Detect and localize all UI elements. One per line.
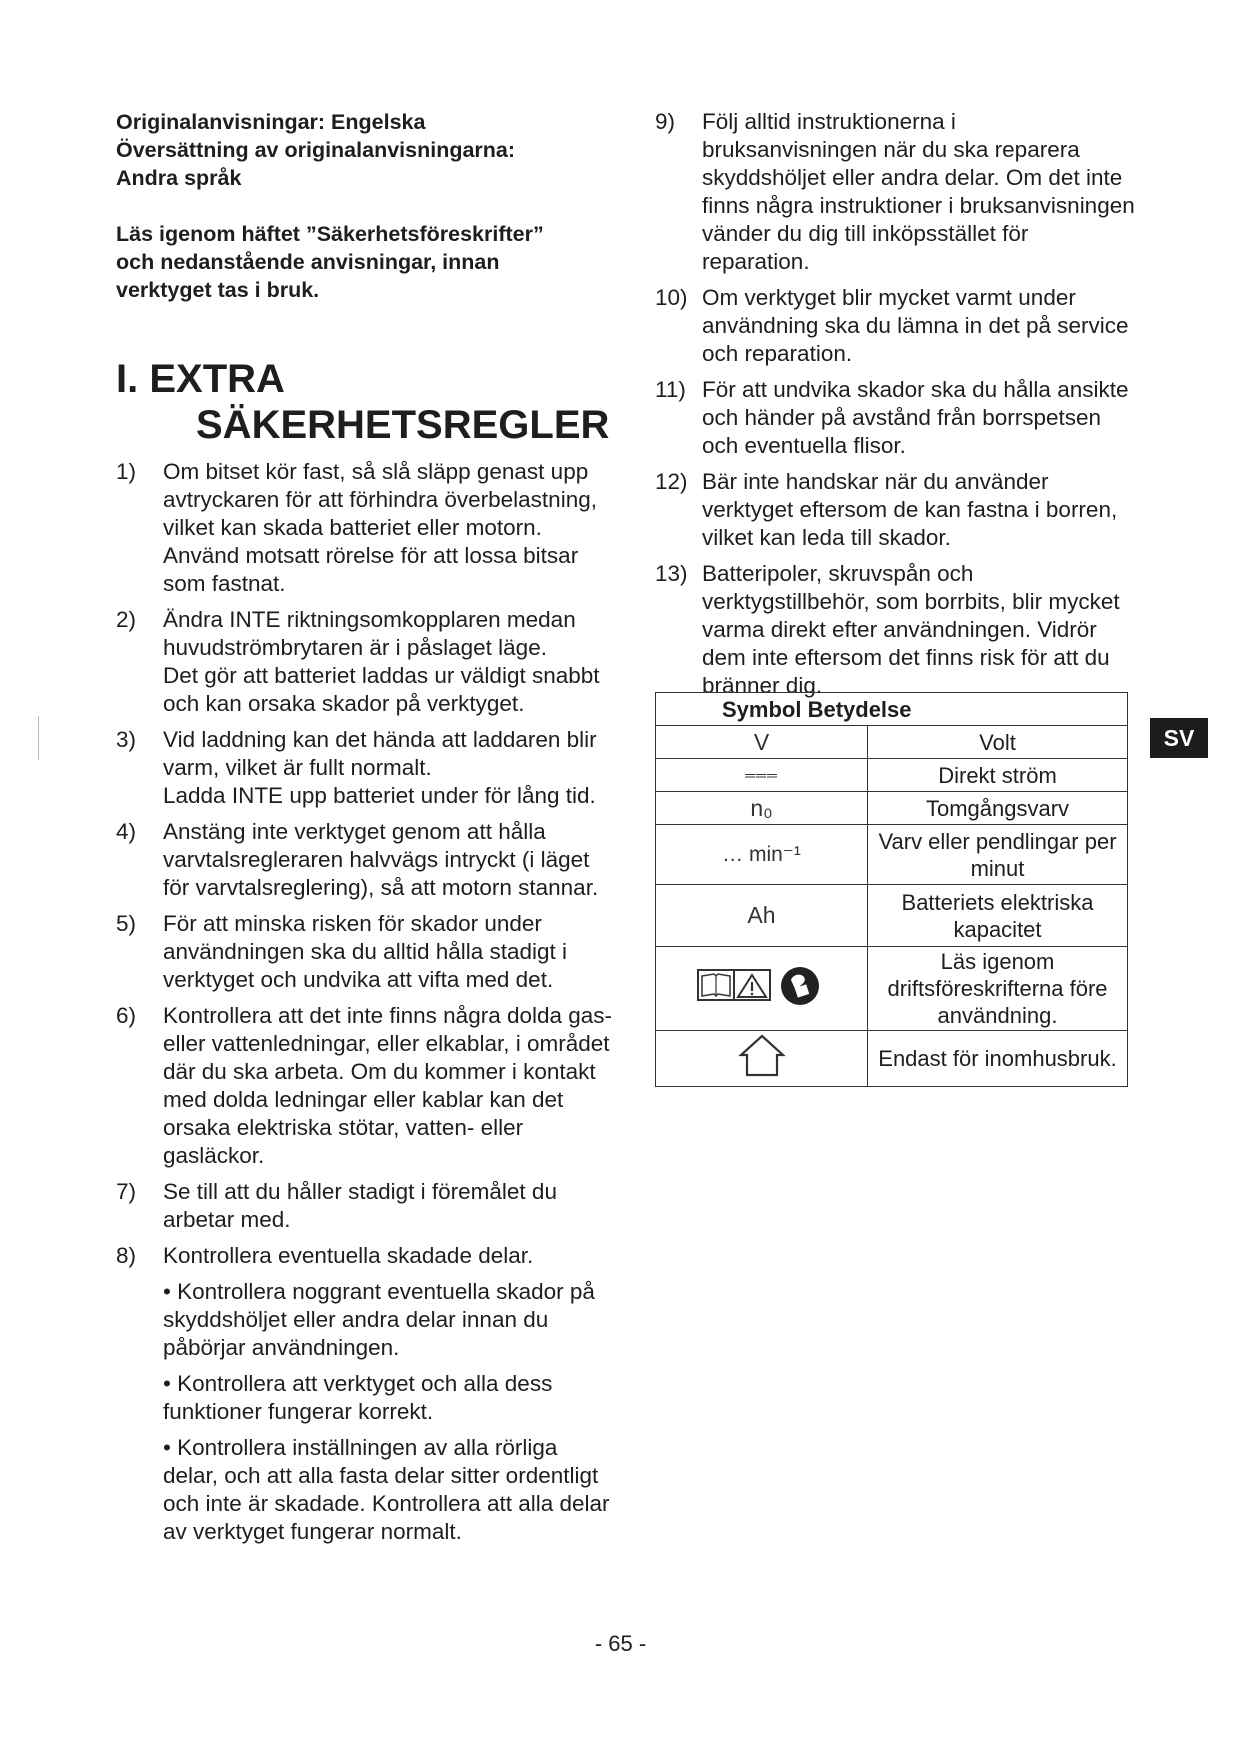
page-number: - 65 -: [594, 1631, 647, 1656]
item-text: Anstäng inte verktyget genom att hålla varvtalsregleraren halvvägs intryckt (i läget för varvtalsreglering), så att motorn stannar.: [163, 819, 599, 900]
safety-list-left: [116, 458, 616, 1546]
item-text: Om verktyget blir mycket varmt under användning ska du lämna in det på service och reparation.: [702, 285, 1129, 366]
intro-line: Översättning av originalanvisningarna:: [116, 138, 516, 162]
section-title: [116, 356, 616, 448]
intro-line: Originalanvisningar: Engelska: [116, 110, 426, 134]
item-text: För att undvika skador ska du hålla ansikte och händer på avstånd från borrspetsen och eventuella flisor.: [702, 377, 1129, 458]
section-title-line1: I. EXTRA: [116, 357, 285, 401]
amp-hour-symbol: Ah: [656, 885, 868, 947]
item-number: 9): [655, 109, 676, 134]
intro-original: [116, 108, 616, 192]
item-number: 5): [116, 911, 137, 936]
bullet-item: • Kontrollera noggrant eventuella skador på skyddshöljet eller andra delar innan du påbörjar användningen.: [163, 1279, 595, 1360]
read-manual-icon: [692, 964, 832, 1008]
intro-line: Andra språk: [116, 166, 242, 190]
table-header-row: [656, 693, 1128, 726]
list-item: [116, 1002, 616, 1170]
item-number: 6): [116, 1003, 137, 1028]
item-text: Det gör att batteriet laddas ur väldigt snabbt och kan orsaka skador på verktyget.: [163, 663, 600, 716]
item-text: Se till att du håller stadigt i föremålet du arbetar med.: [163, 1179, 557, 1232]
list-item: [116, 1242, 616, 1270]
symbol-meaning: Batteriets elektriska kapacitet: [868, 885, 1128, 947]
intro-line: verktyget tas i bruk.: [116, 278, 320, 302]
section-title-line2: SÄKERHETSREGLER: [196, 403, 610, 447]
symbol-meaning: Volt: [868, 726, 1128, 759]
item-text: Kontrollera att det inte finns några dolda gas- eller vattenledningar, eller elkablar, i området där du ska arbeta. Om du kommer i kontakt med dolda ledningar eller kablar kan det orsaka elektriska stötar, vatten- eller gasläckor.: [163, 1003, 613, 1168]
intro-line: och nedanstående anvisningar, innan: [116, 250, 500, 274]
list-item: [655, 108, 1135, 276]
manual-symbols-cell: [656, 947, 868, 1031]
list-item: [655, 468, 1135, 552]
language-tab: SV: [1150, 718, 1208, 758]
table-row: [656, 1031, 1128, 1087]
symbol-meaning: Tomgångsvarv: [868, 792, 1128, 825]
item-text: Följ alltid instruktionerna i bruksanvisningen när du ska reparera skyddshöljet eller andra delar. Om det inte finns några instruktioner i bruksanvisningen vänder du dig till inköpsstället för reparation.: [702, 109, 1135, 274]
item-text: Om bitset kör fast, så slå släpp genast upp avtryckaren för att förhindra överbelastning, vilket kan skada batteriet eller motorn.: [163, 459, 597, 540]
no-load-speed-symbol: n₀: [656, 792, 868, 825]
margin-mark: [38, 716, 39, 760]
right-column: [655, 108, 1135, 708]
item-number: 10): [655, 285, 688, 310]
indoor-symbol-cell: [656, 1031, 868, 1087]
list-item: [116, 458, 616, 598]
symbol-meaning: Varv eller pendlingar per minut: [868, 825, 1128, 885]
symbol-meaning: Läs igenom driftsföreskrifterna före användning.: [868, 947, 1128, 1031]
item-number: 7): [116, 1179, 137, 1204]
table-row: [656, 726, 1128, 759]
intro-read-first: [116, 220, 616, 304]
symbol-table: [655, 692, 1128, 1087]
list-item: [116, 1178, 616, 1234]
symbol-meaning: Direkt ström: [868, 759, 1128, 792]
table-row: [656, 792, 1128, 825]
table-header: Symbol Betydelse: [656, 693, 1128, 726]
list-item: [655, 284, 1135, 368]
dc-symbol: ═══: [656, 759, 868, 792]
symbol-meaning: Endast för inomhusbruk.: [868, 1031, 1128, 1087]
item-number: 13): [655, 561, 688, 586]
list-item: [655, 560, 1135, 700]
safety-list-right: [655, 108, 1135, 700]
bullet-item: • Kontrollera att verktyget och alla dess funktioner fungerar korrekt.: [163, 1371, 553, 1424]
item-number: 4): [116, 819, 137, 844]
item-number: 11): [655, 377, 686, 402]
item-text: Batteripoler, skruvspån och verktygstillbehör, som borrbits, blir mycket varma direkt efter användningen. Vidrör dem inte eftersom det finns risk för att du bränner dig.: [702, 561, 1120, 698]
item-number: 8): [116, 1243, 137, 1268]
item-text: För att minska risken för skador under användningen ska du alltid hålla stadigt i verktyget och undvika att vifta med det.: [163, 911, 568, 992]
bullet-item: • Kontrollera inställningen av alla rörliga delar, och att alla fasta delar sitter ordentligt och inte är skadade. Kontrollera att alla delar av verktyget fungerar normalt.: [163, 1435, 610, 1544]
item-number: 12): [655, 469, 688, 494]
item-text: Ladda INTE upp batteriet under för lång tid.: [163, 783, 596, 808]
table-row: [656, 947, 1128, 1031]
item-text: Använd motsatt rörelse för att lossa bitsar som fastnat.: [163, 543, 579, 596]
intro-line: Läs igenom häftet ”Säkerhetsföreskrifter”: [116, 222, 544, 246]
list-item: [116, 910, 616, 994]
volt-symbol: V: [656, 726, 868, 759]
item-text: Ändra INTE riktningsomkopplaren medan huvudströmbrytaren är i påslaget läge.: [163, 607, 576, 660]
house-icon: [737, 1033, 787, 1079]
table-row: [656, 885, 1128, 947]
table-row: [656, 825, 1128, 885]
item-number: 2): [116, 607, 137, 632]
left-column: [116, 108, 616, 1546]
item-text: Bär inte handskar när du använder verktyget eftersom de kan fastna i borren, vilket kan leda till skador.: [702, 469, 1118, 550]
item-number: 1): [116, 459, 137, 484]
list-item: [116, 818, 616, 902]
list-item: [116, 726, 616, 810]
item-text: Vid laddning kan det hända att laddaren blir varm, vilket är fullt normalt.: [163, 727, 597, 780]
list-item: [116, 606, 616, 718]
item-number: 3): [116, 727, 137, 752]
per-minute-symbol: … min⁻¹: [656, 825, 868, 885]
item-text: Kontrollera eventuella skadade delar.: [163, 1243, 534, 1268]
list-item: [655, 376, 1135, 460]
table-row: [656, 759, 1128, 792]
